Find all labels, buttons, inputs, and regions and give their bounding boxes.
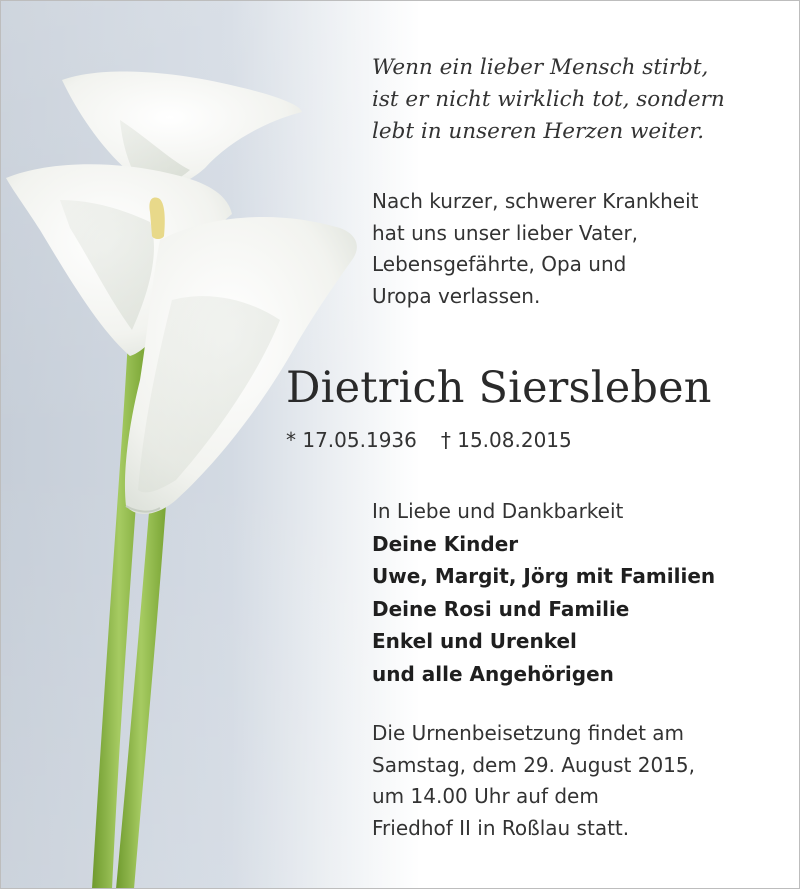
- burial-line: Die Urnenbeisetzung findet am: [372, 721, 685, 745]
- announcement-line: Lebensgefährte, Opa und: [372, 252, 627, 276]
- mourner-entry: Deine Kinder: [372, 531, 519, 556]
- memorial-quote: [372, 52, 725, 148]
- burial-line: Samstag, dem 29. August 2015,: [372, 752, 695, 777]
- mourner-entry: Uwe, Margit, Jörg mit Familien: [372, 564, 716, 588]
- burial-info: [372, 718, 695, 844]
- deceased-name: Dietrich Siersleben: [286, 363, 712, 413]
- mourners-list: [372, 495, 715, 690]
- mourner-entry: Enkel und Urenkel: [372, 629, 577, 653]
- mourner-entry: Deine Rosi und Familie: [372, 596, 630, 621]
- announcement-line: hat uns unser lieber Vater,: [372, 220, 639, 245]
- quote-line: lebt in unseren Herzen weiter.: [372, 119, 705, 144]
- mourners-intro: In Liebe und Dankbarkeit: [372, 499, 624, 523]
- life-dates: [286, 424, 572, 456]
- mourner-entry: und alle Angehörigen: [372, 661, 614, 686]
- burial-line: Friedhof II in Roßlau statt.: [372, 815, 630, 840]
- burial-line: um 14.00 Uhr auf dem: [372, 784, 599, 808]
- birth-date: * 17.05.1936: [286, 428, 417, 452]
- death-date: † 15.08.2015: [440, 428, 572, 452]
- announcement-text: [372, 186, 699, 312]
- announcement-line: Nach kurzer, schwerer Krankheit: [372, 189, 699, 213]
- announcement-line: Uropa verlassen.: [372, 283, 541, 308]
- quote-line: ist er nicht wirklich tot, sondern: [372, 87, 725, 112]
- quote-line: Wenn ein lieber Mensch stirbt,: [372, 55, 709, 80]
